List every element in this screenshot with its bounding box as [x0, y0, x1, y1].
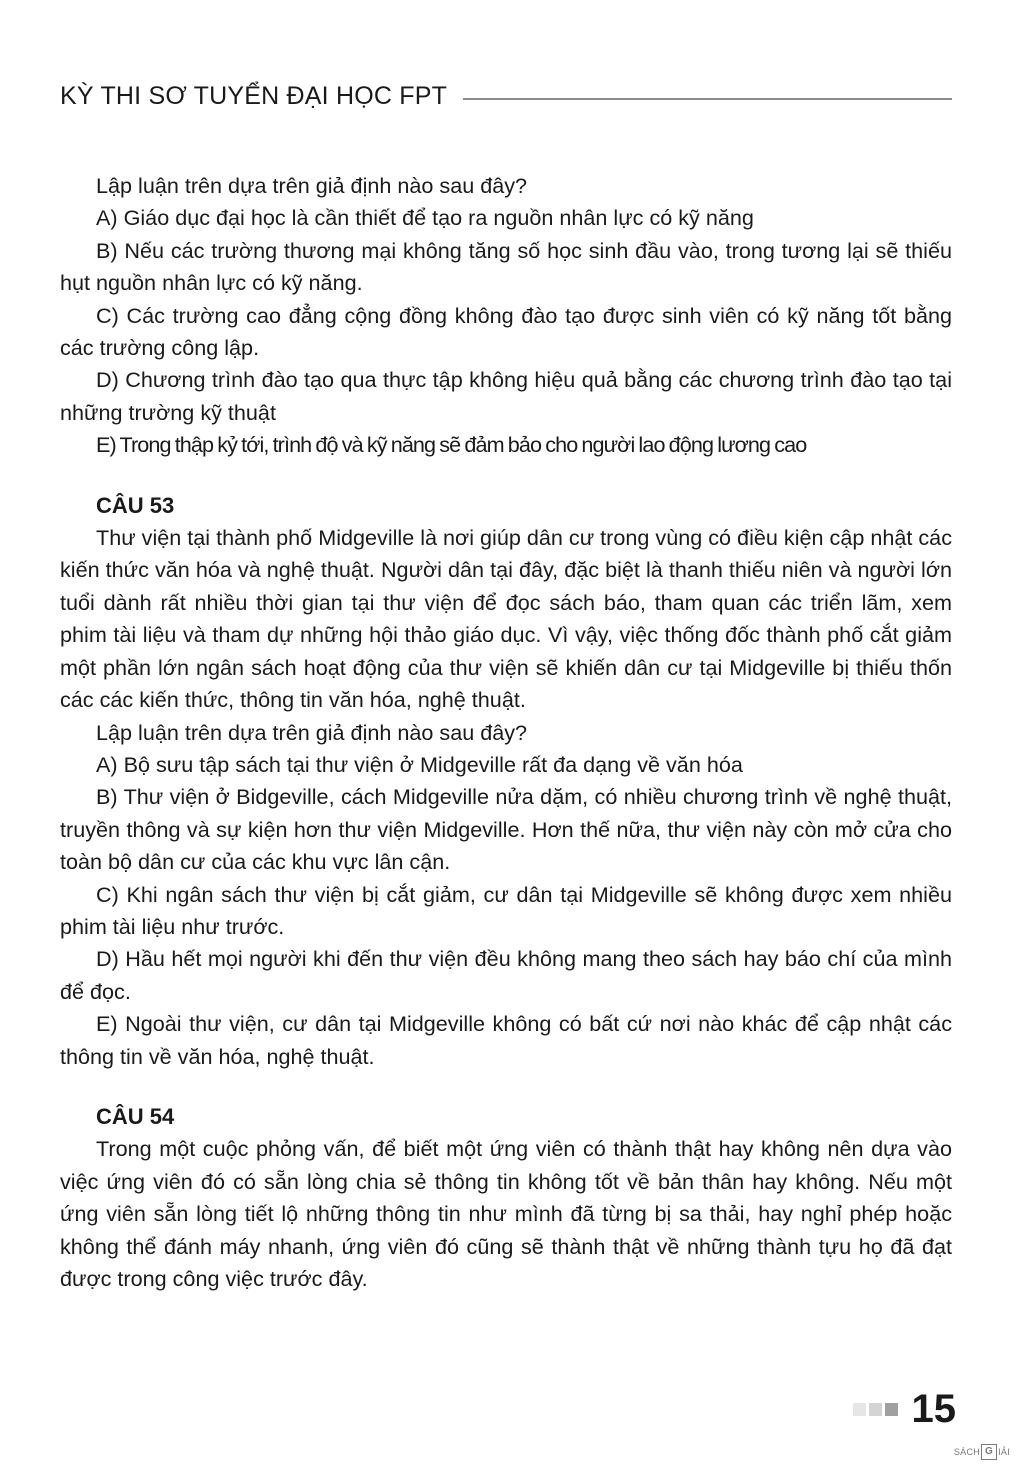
footer-square-light — [853, 1403, 866, 1416]
prev-option-b: B) Nếu các trường thương mại không tăng số học sinh đầu vào, trong tương lại sẽ thiếu hụt nguồn nhân lực có kỹ năng. — [60, 237, 952, 296]
watermark-logo — [954, 1444, 1010, 1460]
q53-option-d: D) Hầu hết mọi người khi đến thư viện đều không mang theo sách hay báo chí của mình để đọc. — [60, 946, 952, 1004]
q53-option-b: B) Thư viện ở Bidgeville, cách Midgeville nửa dặm, có nhiều chương trình về nghệ thuật, truyền thông và sự kiện hơn thư viện Midgeville. Hơn thế nữa, thư viện này còn mở cửa cho toàn bộ dân cư của các khu vực lân cận. — [60, 784, 952, 875]
prev-option-d: D) Chương trình đào tạo qua thực tập không hiệu quả bằng các chương trình đào tạo tại những trường kỹ thuật — [60, 367, 952, 425]
watermark-text-left: SÁCH — [953, 1447, 981, 1457]
page-header — [60, 76, 952, 116]
question-54-title: CÂU 54 — [96, 1103, 175, 1129]
q53-option-c: C) Khi ngân sách thư viện bị cắt giảm, cư dân tại Midgeville sẽ không được xem nhiều phim tài liệu như trước. — [60, 881, 952, 939]
watermark-text-right: IẢI — [998, 1447, 1010, 1457]
prev-question-prompt: Lập luận trên dựa trên giả định nào sau đây? — [96, 173, 528, 198]
prev-option-a: A) Giáo dục đại học là cần thiết để tạo ra nguồn nhân lực có kỹ năng — [96, 205, 754, 231]
question-53-title: CÂU 53 — [96, 492, 175, 518]
page-number: 15 — [911, 1387, 956, 1431]
question-53-prompt: Lập luận trên dựa trên giả định nào sau đây? — [96, 719, 528, 745]
question-54-passage: Trong một cuộc phỏng vấn, để biết một ứng viên có thành thật hay không nên dựa vào việc ứng viên đó có sẵn lòng chia sẻ thông tin không tốt về bản thân hay không. Nếu một ứng viên sẵn lòng tiết lộ những thông tin như mình đã từng bị sa thải, hay nghỉ phép hoặc không thể đánh máy nhanh, ứng viên đó cũng sẽ thành thật về những thành tựu họ đã đạt được trong công việc trước đây. — [60, 1136, 952, 1291]
footer-square-dark — [885, 1403, 898, 1416]
watermark-text-box: G — [981, 1444, 997, 1460]
q53-option-a: A) Bộ sưu tập sách tại thư viện ở Midgeville rất đa dạng về văn hóa — [96, 751, 743, 777]
header-title: KỲ THI SƠ TUYỂN ĐẠI HỌC FPT — [60, 81, 448, 110]
header-rule — [463, 98, 952, 100]
question-53-passage: Thư viện tại thành phố Midgeville là nơi giúp dân cư trong vùng có điều kiện cập nhật các kiến thức văn hóa và nghệ thuật. Người dân tại đây, đặc biệt là thanh thiếu niên và người lớn tuổi dành rất nhiều thời gian tại thư viện để đọc sách báo, tham quan các triển lãm, xem phim tài liệu và tham dự những hội thảo giáo dục. Vì vậy, việc thống đốc thành phố cắt giảm một phần lớn ngân sách hoạt động của thư viện sẽ khiến dân cư tại Midgeville bị thiếu thốn các các kiến thức, thông tin văn hóa, nghệ thuật. — [60, 525, 952, 713]
page-footer — [853, 1386, 957, 1432]
prev-option-c: C) Các trường cao đẳng cộng đồng không đào tạo được sinh viên có kỹ năng tốt bằng các trường công lập. — [60, 302, 952, 361]
prev-option-e: E) Trong thập kỷ tới, trình độ và kỹ năng sẽ đảm bảo cho người lao động lương cao — [96, 432, 807, 458]
q53-option-e: E) Ngoài thư viện, cư dân tại Midgeville không có bất cứ nơi nào khác để cập nhật các thông tin về văn hóa, nghệ thuật. — [60, 1011, 952, 1069]
page-content — [60, 170, 952, 1295]
footer-square-mid — [869, 1403, 882, 1416]
